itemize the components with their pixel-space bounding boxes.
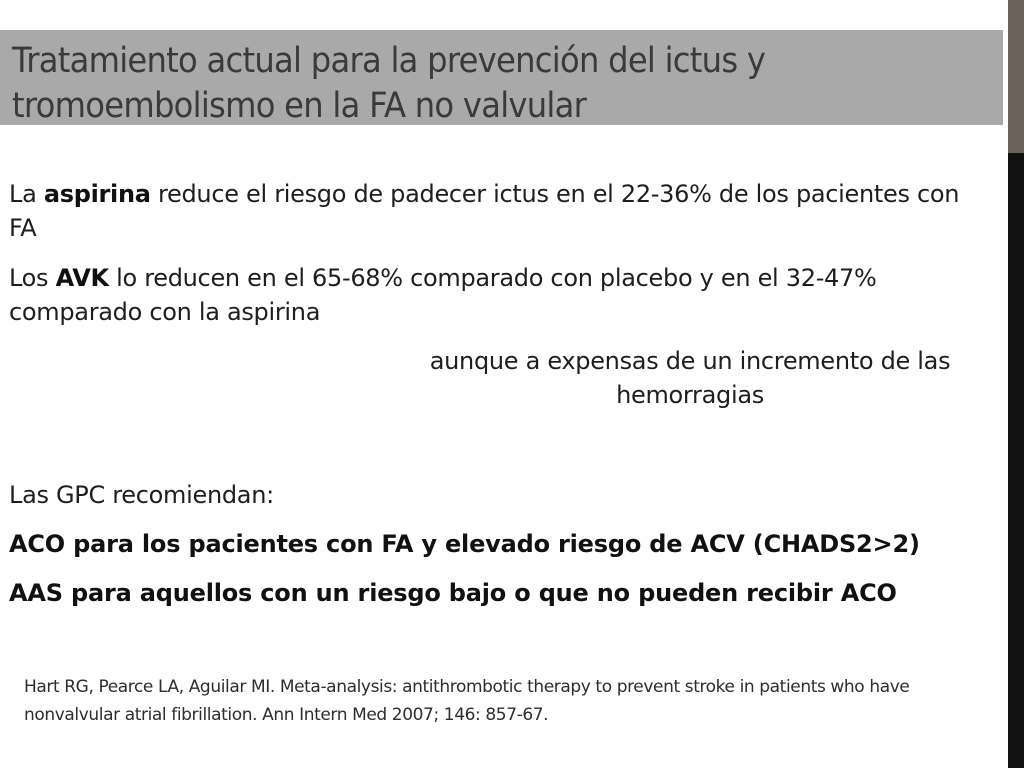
slide-title <box>12 39 914 129</box>
aspirin-paragraph-prefix: La <box>9 180 44 208</box>
recommendation-aco: ACO para los pacientes con FA y elevado riesgo de ACV (CHADS2>2) <box>9 530 920 558</box>
aspirin-paragraph-text: reduce el riesgo de padecer ictus en el 22-36% de los pacientes con FA <box>9 180 960 242</box>
avk-term: AVK <box>55 264 109 292</box>
recommendation-aas: AAS para aquellos con un riesgo bajo o que no pueden recibir ACO <box>9 579 897 607</box>
reference-citation: Hart RG, Pearce LA, Aguilar MI. Meta-analysis: antithrombotic therapy to prevent stroke in patients who have nonvalvular atrial fibrillation. Ann Intern Med 2007; 146: 857-67. <box>24 677 910 725</box>
guidelines-intro: Las GPC recomiendan: <box>9 481 274 509</box>
avk-paragraph-prefix: Los <box>9 264 56 292</box>
avk-paragraph <box>9 261 984 329</box>
slide-title-line-2: tromoembolismo en la FA no valvular <box>12 86 587 126</box>
aspirin-term: aspirina <box>43 180 151 208</box>
slide-title-line-1: Tratamiento actual para la prevención del ictus y <box>12 41 766 81</box>
right-edge-accent <box>1008 0 1024 153</box>
aspirin-paragraph <box>9 177 984 245</box>
hemorrhage-note: aunque a expensas de un incremento de las hemorragias <box>429 347 951 409</box>
avk-paragraph-text: lo reducen en el 65-68% comparado con placebo y en el 32-47% comparado con la aspirina <box>9 264 877 326</box>
